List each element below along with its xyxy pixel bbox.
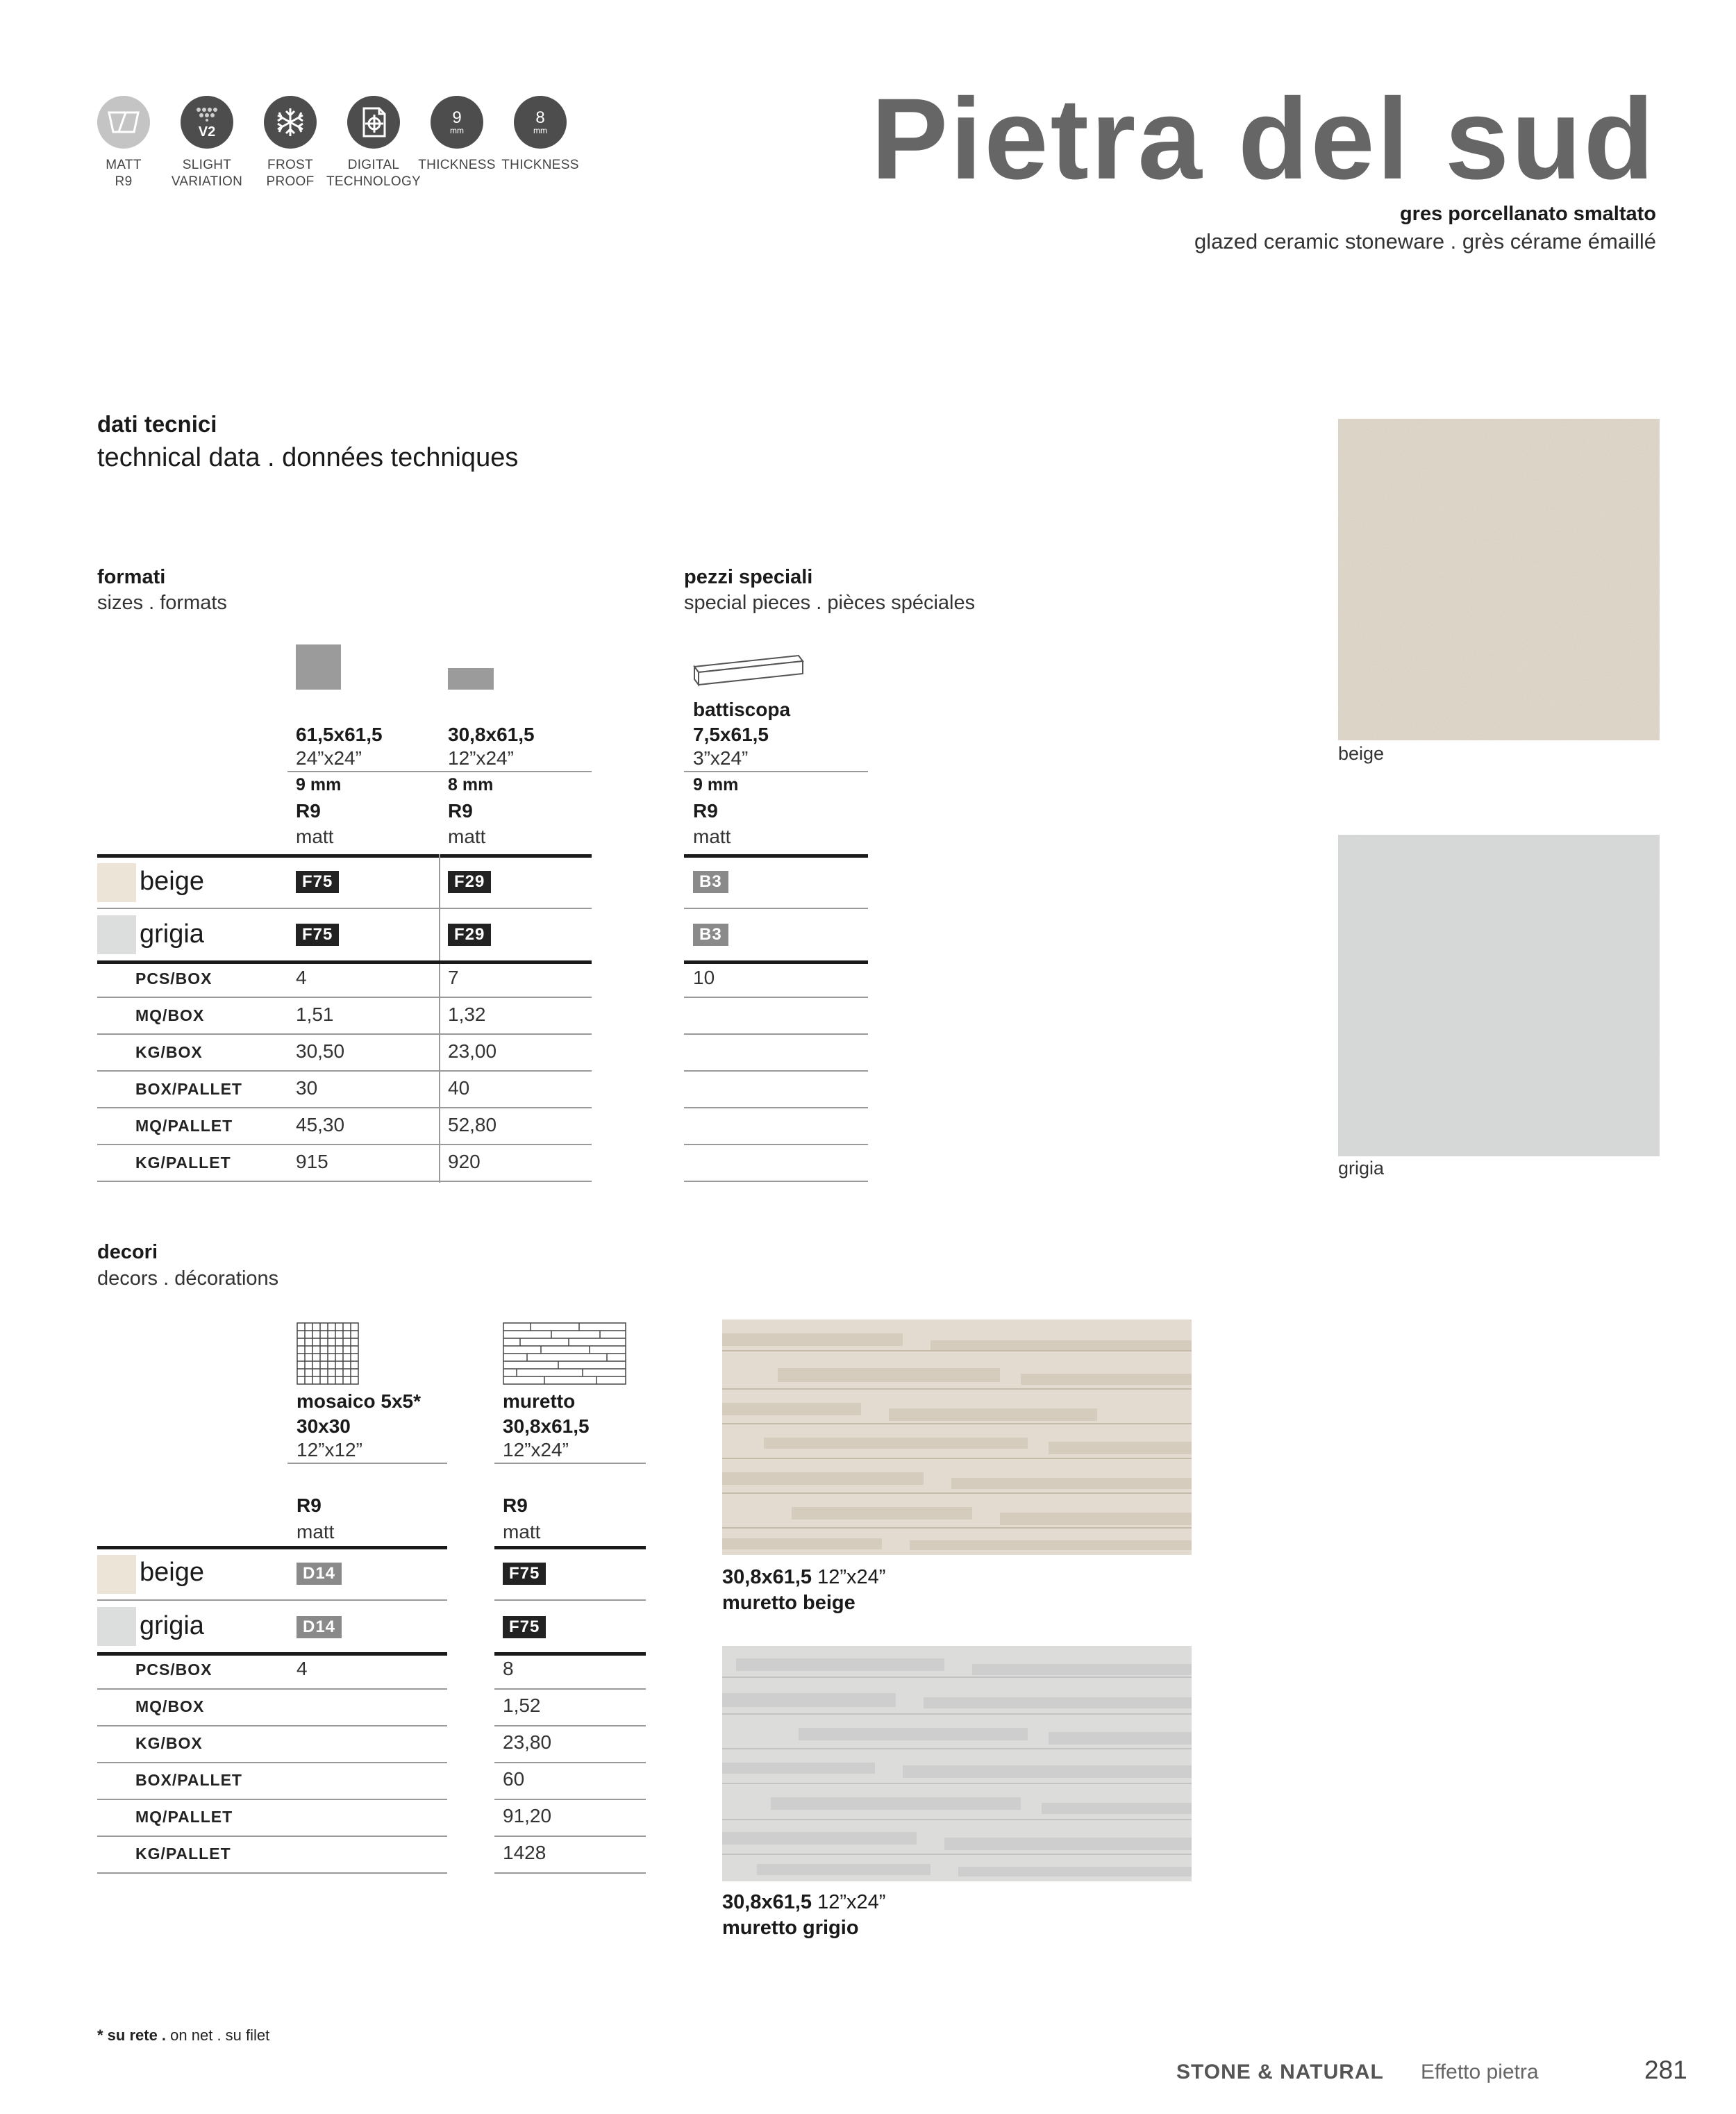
decors-heading-en-fr: decors . décorations: [97, 1267, 279, 1290]
format-inch: 24”x24”: [296, 747, 362, 769]
divider: [494, 1725, 646, 1726]
formats-heading-it: formati: [97, 566, 166, 588]
divider: [684, 854, 868, 858]
formats-heading-en-fr: sizes . formats: [97, 592, 227, 614]
product-code: B3: [693, 871, 728, 893]
decor-slip: R9: [297, 1495, 322, 1516]
product-code: F75: [503, 1563, 546, 1585]
footnote-rest: on net . su filet: [166, 2026, 270, 2044]
tile-sample-beige: [1338, 419, 1660, 740]
divider: [97, 1144, 592, 1145]
color-name: beige: [140, 1558, 204, 1587]
divider: [97, 1725, 447, 1726]
row-label: PCS/BOX: [135, 1661, 212, 1679]
subtitle-it: gres porcellanato smaltato: [1399, 203, 1656, 225]
format-rectangle-icon: [448, 668, 494, 690]
decor-size: 30,8x61,5: [503, 1415, 590, 1437]
product-code: D14: [297, 1563, 342, 1585]
color-name: beige: [140, 867, 204, 896]
muretto-caption: [722, 1891, 885, 1914]
decors-heading-it: decori: [97, 1241, 158, 1263]
muretto-grigio-photo: [722, 1646, 1192, 1881]
table-cell: 1428: [503, 1842, 546, 1863]
divider: [97, 960, 592, 964]
footnote-star: * su rete .: [97, 2026, 167, 2044]
table-cell: 915: [296, 1151, 328, 1172]
color-name: grigia: [140, 1611, 204, 1640]
row-label: BOX/PALLET: [135, 1771, 242, 1789]
decor-name: muretto: [503, 1390, 576, 1412]
divider: [97, 1652, 447, 1656]
divider: [97, 1181, 592, 1182]
thickness-icon: 8 mm: [514, 96, 567, 149]
divider: [287, 1463, 447, 1464]
divider: [97, 1688, 447, 1690]
tech-heading-it: dati tecnici: [97, 411, 217, 437]
table-cell: 1,52: [503, 1695, 541, 1716]
feature-caption: THICKNESS: [501, 158, 579, 172]
row-label: KG/PALLET: [135, 1154, 231, 1172]
variation-badge: V2: [198, 124, 216, 140]
divider: [684, 1181, 868, 1182]
feature-thickness-8: [488, 96, 592, 174]
divider: [494, 1652, 646, 1656]
digital-technology-icon: [347, 96, 400, 149]
divider: [97, 1107, 592, 1108]
divider: [494, 1688, 646, 1690]
divider: [97, 1836, 447, 1837]
format-inch: 12”x24”: [448, 747, 514, 769]
divider: [97, 908, 592, 909]
table-cell: 920: [448, 1151, 481, 1172]
divider: [494, 1872, 646, 1874]
format-square-icon: [296, 644, 341, 690]
table-cell: 23,80: [503, 1731, 552, 1753]
column-divider: [439, 854, 440, 1183]
divider: [684, 1033, 868, 1035]
mosaic-icon: [297, 1322, 359, 1388]
special-thickness: 9 mm: [693, 775, 739, 794]
divider: [97, 1599, 447, 1601]
table-cell: 52,80: [448, 1114, 497, 1135]
divider: [97, 1762, 447, 1763]
color-swatch-beige: [97, 863, 136, 902]
feature-caption: MATT R9: [106, 158, 142, 189]
table-cell: 8: [503, 1658, 514, 1679]
row-label: MQ/BOX: [135, 1697, 205, 1715]
divider: [684, 1144, 868, 1145]
thickness-icon: 9 mm: [431, 96, 483, 149]
divider: [494, 1546, 646, 1549]
divider: [97, 1070, 592, 1072]
product-code: F75: [503, 1616, 546, 1638]
format-thickness: 9 mm: [296, 775, 342, 794]
product-code: B3: [693, 924, 728, 946]
tech-heading-en-fr: technical data . données techniques: [97, 443, 519, 472]
decor-name: mosaico 5x5*: [297, 1390, 421, 1412]
muretto-icon: [503, 1322, 626, 1388]
table-cell: 1,51: [296, 1004, 334, 1025]
table-cell: 60: [503, 1768, 525, 1790]
format-slip: R9: [448, 800, 473, 822]
special-heading-en-fr: special pieces . pièces spéciales: [684, 592, 976, 614]
divider: [494, 1599, 646, 1601]
divider: [97, 1799, 447, 1800]
feature-caption: THICKNESS: [418, 158, 496, 172]
table-cell: 10: [693, 967, 715, 988]
table-cell: 91,20: [503, 1805, 552, 1826]
page-title: Pietra del sud: [871, 75, 1656, 203]
tile-sample-grigia: [1338, 835, 1660, 1156]
divider: [97, 1033, 592, 1035]
color-swatch-beige: [97, 1555, 136, 1594]
product-code: F75: [296, 924, 339, 946]
divider: [494, 1799, 646, 1800]
special-size: 7,5x61,5: [693, 724, 769, 745]
product-code: F29: [448, 924, 491, 946]
color-name: grigia: [140, 919, 204, 949]
caption-name: muretto grigio: [722, 1917, 859, 1939]
sample-label: beige: [1338, 743, 1385, 764]
caption-size: 30,8x61,5: [722, 1891, 812, 1913]
table-cell: 4: [296, 967, 307, 988]
decor-inch: 12”x12”: [297, 1439, 362, 1460]
divider: [494, 1762, 646, 1763]
decor-finish: matt: [503, 1521, 541, 1542]
table-cell: 4: [297, 1658, 308, 1679]
product-code: F29: [448, 871, 491, 893]
caption-name: muretto beige: [722, 1592, 856, 1614]
divider: [684, 1070, 868, 1072]
row-label: KG/PALLET: [135, 1845, 231, 1863]
muretto-caption: [722, 1566, 885, 1589]
sample-label: grigia: [1338, 1158, 1385, 1179]
table-cell: 40: [448, 1077, 470, 1099]
decor-size: 30x30: [297, 1415, 351, 1437]
caption-size: 30,8x61,5: [722, 1566, 812, 1588]
divider: [684, 997, 868, 998]
decor-slip: R9: [503, 1495, 528, 1516]
format-thickness: 8 mm: [448, 775, 494, 794]
feature-caption: DIGITAL TECHNOLOGY: [326, 158, 422, 189]
special-inch: 3”x24”: [693, 747, 749, 769]
subtitle-en-fr: glazed ceramic stoneware . grès cérame émaillé: [1194, 229, 1656, 253]
row-label: MQ/PALLET: [135, 1808, 233, 1826]
product-code: F75: [296, 871, 339, 893]
matt-icon: [97, 96, 150, 149]
format-slip: R9: [296, 800, 321, 822]
footer-brand: STONE & NATURAL: [1176, 2061, 1384, 2083]
divider: [97, 997, 592, 998]
decor-inch: 12”x24”: [503, 1439, 569, 1460]
format-size: 61,5x61,5: [296, 724, 383, 745]
divider: [97, 1546, 447, 1549]
table-cell: 1,32: [448, 1004, 486, 1025]
format-finish: matt: [296, 826, 334, 847]
divider: [97, 1872, 447, 1874]
feature-caption: SLIGHT VARIATION: [171, 158, 243, 189]
divider: [684, 908, 868, 909]
divider: [684, 1107, 868, 1108]
row-label: MQ/PALLET: [135, 1117, 233, 1135]
format-finish: matt: [448, 826, 486, 847]
special-name: battiscopa: [693, 699, 791, 720]
table-cell: 45,30: [296, 1114, 345, 1135]
special-finish: matt: [693, 826, 731, 847]
table-cell: 30: [296, 1077, 318, 1099]
row-label: BOX/PALLET: [135, 1080, 242, 1098]
row-label: PCS/BOX: [135, 969, 212, 988]
page-number: 281: [1644, 2056, 1687, 2084]
table-cell: 30,50: [296, 1040, 345, 1062]
caption-inch: 12”x24”: [817, 1891, 886, 1913]
skirting-icon: [693, 653, 804, 691]
divider: [494, 1836, 646, 1837]
row-label: KG/BOX: [135, 1734, 203, 1752]
format-size: 30,8x61,5: [448, 724, 535, 745]
divider: [684, 960, 868, 964]
divider: [494, 1463, 646, 1464]
special-heading-it: pezzi speciali: [684, 566, 813, 588]
footnote: [97, 2026, 269, 2045]
feature-caption: FROST PROOF: [266, 158, 315, 189]
caption-inch: 12”x24”: [817, 1566, 886, 1588]
color-swatch-grigia: [97, 1607, 136, 1646]
muretto-beige-photo: [722, 1320, 1192, 1555]
snowflake-icon: [264, 96, 317, 149]
row-label: KG/BOX: [135, 1043, 203, 1061]
color-swatch-grigia: [97, 915, 136, 954]
row-label: MQ/BOX: [135, 1006, 205, 1024]
product-code: D14: [297, 1616, 342, 1638]
table-cell: 23,00: [448, 1040, 497, 1062]
table-cell: 7: [448, 967, 459, 988]
footer-category: Effetto pietra: [1421, 2061, 1539, 2083]
special-slip: R9: [693, 800, 718, 822]
divider: [97, 854, 592, 858]
slight-variation-icon: [181, 96, 233, 149]
decor-finish: matt: [297, 1521, 335, 1542]
